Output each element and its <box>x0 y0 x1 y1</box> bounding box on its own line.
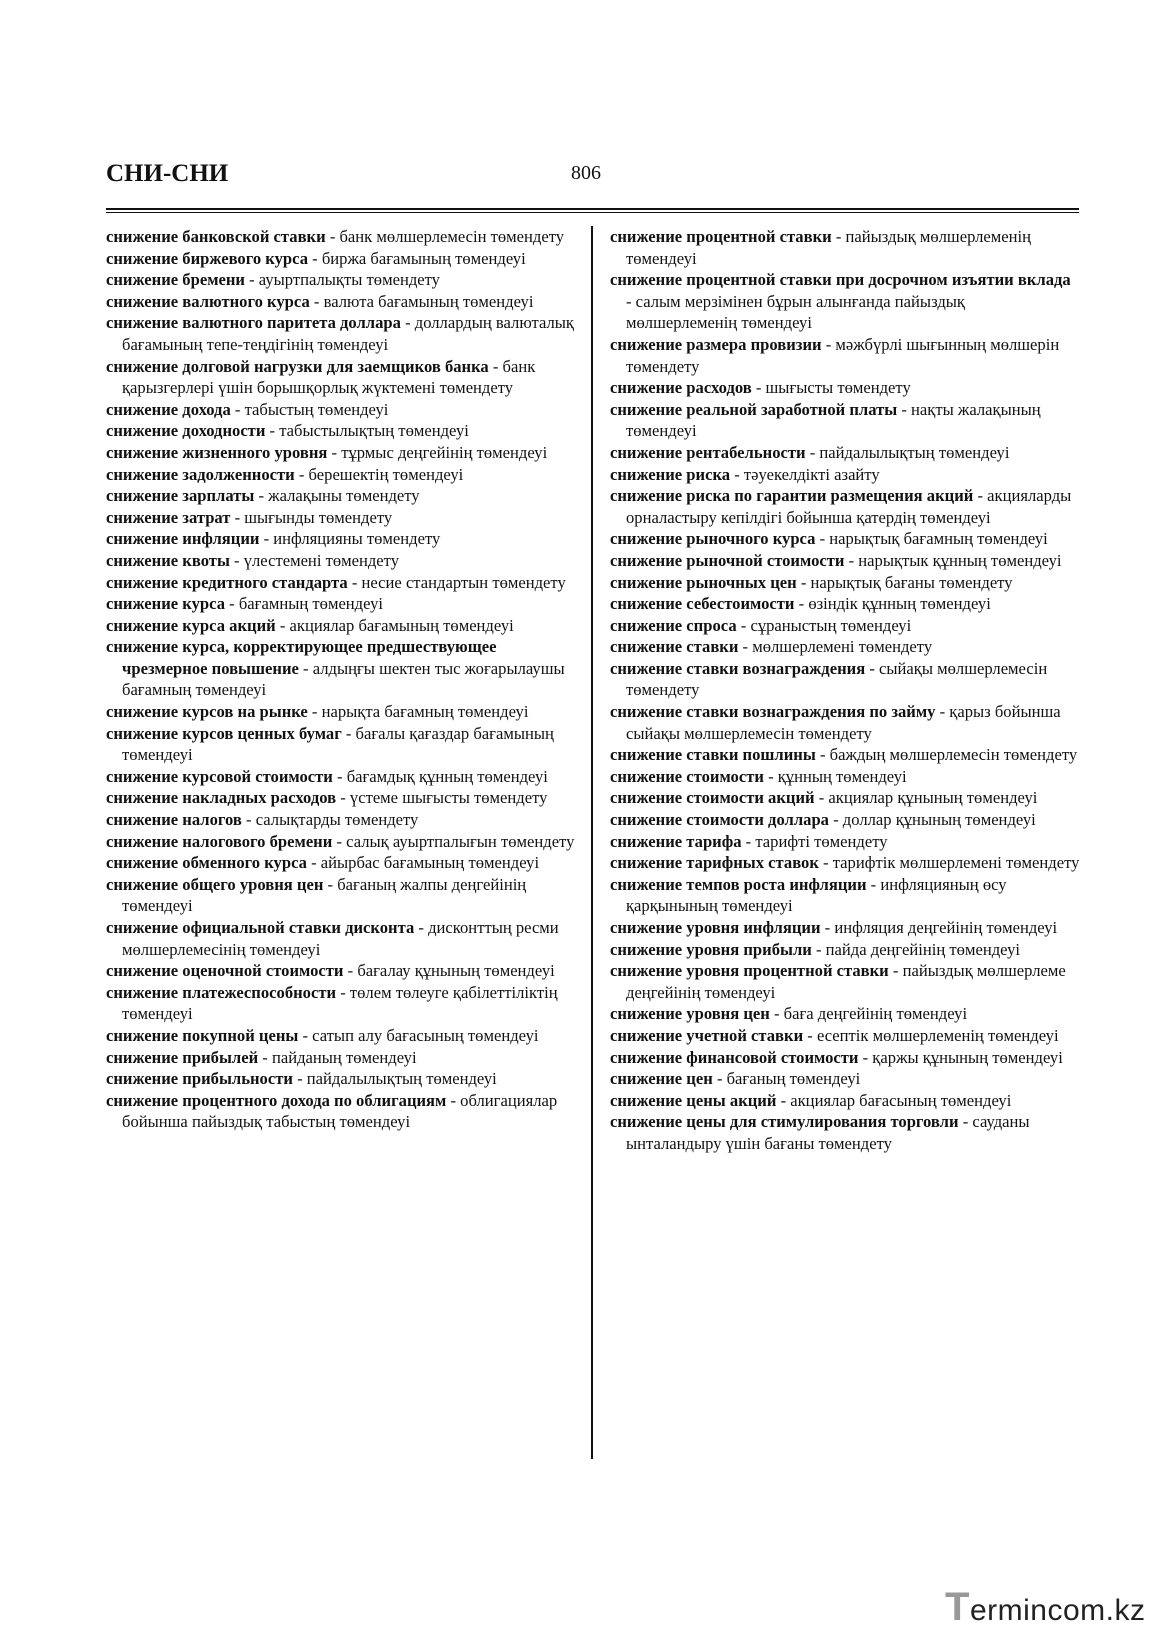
dictionary-entry <box>106 766 576 788</box>
entry-term: снижение налогов <box>106 810 242 830</box>
entry-term: снижение зарплаты <box>106 486 255 506</box>
entry-term: снижение ставки пошлины <box>610 745 816 765</box>
entry-definition: - нарықтык құнның төмендеуі <box>844 550 1062 570</box>
entry-definition: - пайдалылықтың төмендеуі <box>292 1069 497 1089</box>
dictionary-entry <box>610 1003 1080 1025</box>
entry-definition: - сұраныстың төмендеуі <box>736 615 912 635</box>
dictionary-entry <box>106 464 576 486</box>
dictionary-entry <box>106 356 576 399</box>
entry-definition: - акциялар бағасының төмендеуі <box>776 1090 1012 1110</box>
dictionary-entry <box>106 723 576 766</box>
entry-definition: - қарыз бойынша сыйақы мөлшерлемесін төмендету <box>626 702 1061 743</box>
entry-definition: - қаржы құнының төмендеуі <box>858 1047 1063 1067</box>
termincom-logo <box>945 1585 1145 1630</box>
entry-definition: - дисконттың ресми мөлшерлемесінің төмендеуі <box>122 918 559 959</box>
entry-definition: - пайдалылықтың төмендеуі <box>805 442 1010 462</box>
entry-definition: - ауыртпалықты төмендету <box>244 270 440 290</box>
entry-definition: - шығысты төмендету <box>751 378 911 398</box>
entry-term: снижение курсовой стоимости <box>106 766 333 786</box>
entry-definition: - сыйақы мөлшерлемесін төмендету <box>626 658 1048 700</box>
entry-term: снижение расходов <box>610 378 752 398</box>
entry-definition: - бағалау құнының төмендеуі <box>343 961 555 981</box>
entry-definition: - акциялар бағамының төмендеуі <box>275 615 514 635</box>
entry-definition: - айырбас бағамының төмендеуі <box>306 853 540 873</box>
entry-definition: - несие стандартын төмендету <box>347 572 566 592</box>
dictionary-entry <box>106 399 576 421</box>
entry-term: снижение обменного курса <box>106 853 307 873</box>
entry-term: снижение валютного курса <box>106 291 310 311</box>
dictionary-entry <box>106 1047 576 1069</box>
entry-term: снижение риска <box>610 464 731 484</box>
dictionary-entry <box>610 269 1080 334</box>
dictionary-entry <box>106 1090 576 1133</box>
dictionary-entry <box>610 1111 1080 1154</box>
dictionary-entry <box>106 852 576 874</box>
entry-term: снижение цен <box>610 1069 713 1089</box>
dictionary-entry <box>106 312 576 355</box>
entry-definition: - табыстылықтың төмендеуі <box>265 421 469 441</box>
entry-term: снижение тарифа <box>610 831 742 851</box>
entry-term: снижение дохода <box>106 399 231 419</box>
dictionary-entry <box>610 442 1080 464</box>
entry-definition: - пайыздық мөлшерлеменің төмендеуі <box>626 227 1032 268</box>
entry-term: снижение покупной цены <box>106 1025 299 1045</box>
dictionary-entry <box>610 917 1080 939</box>
dictionary-entry <box>610 960 1080 1003</box>
entry-definition: - баждың мөлшерлемесін төмендету <box>815 745 1078 765</box>
entry-term: снижение ставки вознаграждения <box>610 658 866 678</box>
dictionary-entry <box>106 615 576 637</box>
entry-term: снижение задолженности <box>106 464 295 484</box>
dictionary-entry <box>106 269 576 291</box>
entry-term: снижение квоты <box>106 550 230 570</box>
entry-definition: - құнның төмендеуі <box>763 766 907 786</box>
entry-term: снижение размера провизии <box>610 334 822 354</box>
dictionary-entry <box>106 572 576 594</box>
dictionary-entry <box>106 442 576 464</box>
entry-term: снижение процентной ставки <box>610 227 832 246</box>
entry-definition: - облигациялар бойынша пайыздық табыстың төмендеуі <box>122 1090 558 1132</box>
entry-term: снижение риска по гарантии размещения акций <box>610 486 974 506</box>
dictionary-entry <box>106 831 576 853</box>
entry-definition: - пайданың төмендеуі <box>258 1047 417 1067</box>
entry-term: снижение процентного дохода по облигациям <box>106 1090 447 1110</box>
dictionary-entry <box>106 226 576 248</box>
dictionary-entry <box>106 701 576 723</box>
entry-definition: - тәуекелдікті азайту <box>730 464 880 484</box>
entry-definition: - банк қарызгерлері үшін борышқорлық жүктемені төмендету <box>122 356 536 398</box>
dictionary-entry <box>610 1047 1080 1069</box>
entry-definition: - сатып алу бағасының төмендеуі <box>298 1025 539 1045</box>
entry-definition: - инфляцияны төмендету <box>259 529 441 549</box>
dictionary-entry <box>106 528 576 550</box>
entry-definition: - нарықта бағамның төмендеуі <box>307 702 529 722</box>
dictionary-entry <box>610 831 1080 853</box>
entry-term: снижение тарифных ставок <box>610 853 819 873</box>
entry-definition: - инфляция деңгейінің төмендеуі <box>820 918 1058 937</box>
entry-term: снижение кредитного стандарта <box>106 572 348 592</box>
entry-term: снижение оценочной стоимости <box>106 961 344 981</box>
entry-term: снижение затрат <box>106 507 231 527</box>
dictionary-entry <box>610 485 1080 528</box>
entry-definition: - бағамдық құнның төмендеуі <box>332 766 548 786</box>
entry-term: снижение рыночной стоимости <box>610 550 845 570</box>
entry-definition: - сауданы ынталандыру үшін бағаны төмендету <box>626 1112 1030 1153</box>
entry-term: снижение накладных расходов <box>106 788 337 808</box>
dictionary-entry <box>610 636 1080 658</box>
dictionary-entry <box>106 507 576 529</box>
entry-term: снижение доходности <box>106 421 266 441</box>
header-rule-thin <box>106 212 1079 213</box>
dictionary-entry <box>610 615 1080 637</box>
entry-definition: - тарифті төмендету <box>741 831 888 851</box>
entry-term: снижение стоимости доллара <box>610 810 829 830</box>
entry-term: снижение общего уровня цен <box>106 874 324 894</box>
dictionary-entry <box>106 1025 576 1047</box>
entry-term: снижение прибылей <box>106 1047 259 1067</box>
entry-definition: - пайыздық мөлшерлеме деңгейінің төмендеуі <box>626 961 1066 1002</box>
page-header-title: СНИ-СНИ <box>106 160 229 187</box>
entry-term: снижение рыночных цен <box>610 572 797 592</box>
header-rule <box>106 208 1079 210</box>
entry-definition: - мәжбүрлі шығынның мөлшерін төмендету <box>626 334 1060 376</box>
dictionary-entry <box>610 334 1080 377</box>
entry-definition: - акциялар құнының төмендеуі <box>814 788 1038 808</box>
entry-definition: - үлестемені төмендету <box>229 550 400 570</box>
dictionary-entry <box>610 1090 1080 1112</box>
dictionary-entry <box>610 1068 1080 1090</box>
entry-term: снижение реальной заработной платы <box>610 399 898 419</box>
entry-definition: - доллардың валюталық бағамының тепе-теңдігінің төмендеуі <box>122 313 574 354</box>
left-column <box>106 226 576 1133</box>
dictionary-entry <box>106 874 576 917</box>
entry-term: снижение бремени <box>106 270 245 290</box>
entry-definition: - бағалы қағаздар бағамының төмендеуі <box>122 723 554 765</box>
entry-definition: - нақты жалақының төмендеуі <box>626 399 1041 441</box>
entry-definition: - табыстың төмендеуі <box>230 399 389 419</box>
entry-definition: - баға деңгейінің төмендеуі <box>769 1004 968 1024</box>
dictionary-entry <box>106 787 576 809</box>
entry-definition: - инфляцияның өсу қарқынының төмендеуі <box>626 874 1007 916</box>
entry-term: снижение курса, корректирующее предшествующее чрезмерное повышение <box>106 637 497 678</box>
entry-term: снижение курсов ценных бумаг <box>106 723 342 743</box>
entry-term: снижение рентабельности <box>610 442 806 462</box>
entry-term: снижение долговой нагрузки для заемщиков банка <box>106 356 489 376</box>
entry-term: снижение курсов на рынке <box>106 702 308 722</box>
entry-term: снижение уровня прибыли <box>610 939 812 959</box>
entry-term: снижение уровня цен <box>610 1004 770 1024</box>
dictionary-entry <box>106 291 576 313</box>
entry-definition: - бағамның төмендеуі <box>225 594 383 614</box>
entry-term: снижение курса акций <box>106 615 276 635</box>
dictionary-entry <box>610 701 1080 744</box>
entry-term: снижение ставки <box>610 637 739 657</box>
dictionary-entry <box>106 1068 576 1090</box>
entry-definition: - бағаның төмендеуі <box>712 1069 861 1089</box>
entry-term: снижение процентной ставки при досрочном изъятии вклада <box>610 270 1071 290</box>
entry-definition: - төлем төлеуге қабілеттіліктің төмендеуі <box>122 982 558 1024</box>
entry-term: снижение уровня процентной ставки <box>610 961 889 981</box>
entry-definition: - өзіндік құнның төмендеуі <box>794 594 991 614</box>
dictionary-entry <box>610 874 1080 917</box>
entry-term: снижение платежеспособности <box>106 982 337 1002</box>
entry-definition: - банк мөлшерлемесін төмендету <box>325 227 565 246</box>
dictionary-entry <box>610 658 1080 701</box>
dictionary-entry <box>106 593 576 615</box>
entry-term: снижение цены для стимулирования торговли <box>610 1112 959 1132</box>
entry-definition: - нарықтық бағаны төмендету <box>796 572 1013 592</box>
dictionary-entry <box>610 572 1080 594</box>
entry-term: снижение биржевого курса <box>106 248 308 268</box>
entry-term: снижение стоимости <box>610 766 764 786</box>
entry-term: снижение темпов роста инфляции <box>610 874 867 894</box>
dictionary-entry <box>610 744 1080 766</box>
dictionary-entry <box>610 809 1080 831</box>
entry-term: снижение спроса <box>610 615 737 635</box>
logo-text: ermincom.kz <box>969 1594 1146 1627</box>
dictionary-entry <box>106 636 576 701</box>
column-divider <box>591 226 593 1459</box>
entry-term: снижение курса <box>106 594 226 614</box>
entry-definition: - валюта бағамының төмендеуі <box>309 291 534 311</box>
entry-term: снижение стоимости акций <box>610 788 815 808</box>
entry-definition: - мөлшерлемені төмендету <box>738 637 933 657</box>
entry-definition: - бағаның жалпы деңгейінің төмендеуі <box>122 874 527 916</box>
entry-term: снижение прибыльности <box>106 1069 293 1089</box>
right-column <box>610 226 1080 1155</box>
dictionary-entry <box>610 226 1080 269</box>
entry-term: снижение рыночного курса <box>610 529 816 549</box>
dictionary-entry <box>610 550 1080 572</box>
dictionary-entry <box>610 766 1080 788</box>
entry-term: снижение себестоимости <box>610 594 795 614</box>
page-number: 806 <box>571 162 601 184</box>
entry-term: снижение цены акций <box>610 1090 777 1110</box>
entry-definition: - акцияларды орналастыру кепілдігі бойынша қатердің төмендеуі <box>626 486 1072 527</box>
dictionary-entry <box>610 593 1080 615</box>
entry-definition: - алдыңғы шектен тыс жоғарылаушы бағамның төмендеуі <box>122 658 565 700</box>
entry-term: снижение банковской ставки <box>106 227 326 246</box>
entry-definition: - нарықтық бағамның төмендеуі <box>815 529 1048 549</box>
entry-definition: - пайда деңгейінің төмендеуі <box>811 939 1020 959</box>
dictionary-entry <box>610 528 1080 550</box>
entry-term: снижение ставки вознаграждения по займу <box>610 702 936 722</box>
dictionary-entry <box>106 420 576 442</box>
entry-definition: - салықтарды төмендету <box>241 810 419 830</box>
entry-definition: - жалақыны төмендету <box>254 486 420 506</box>
entry-term: снижение валютного паритета доллара <box>106 313 401 333</box>
dictionary-entry <box>106 485 576 507</box>
entry-definition: - берешектің төмендеуі <box>294 464 464 484</box>
dictionary-entry <box>106 960 576 982</box>
dictionary-entry <box>610 939 1080 961</box>
dictionary-entry <box>610 464 1080 486</box>
entry-definition: - доллар құнының төмендеуі <box>828 810 1036 830</box>
dictionary-entry <box>610 399 1080 442</box>
dictionary-entry <box>610 1025 1080 1047</box>
dictionary-entry <box>106 809 576 831</box>
dictionary-entry <box>610 787 1080 809</box>
entry-term: снижение официальной ставки дисконта <box>106 918 415 937</box>
dictionary-entry <box>106 917 576 960</box>
entry-definition: - салым мерзімінен бұрын алынғанда пайыздық мөлшерлеменің төмендеуі <box>626 291 965 333</box>
dictionary-entry <box>106 550 576 572</box>
entry-term: снижение жизненного уровня <box>106 442 328 462</box>
entry-term: снижение инфляции <box>106 529 260 549</box>
dictionary-entry <box>106 248 576 270</box>
entry-definition: - есептік мөлшерлеменің төмендеуі <box>803 1025 1059 1045</box>
entry-definition: - биржа бағамының төмендеуі <box>308 248 526 268</box>
dictionary-entry <box>106 982 576 1025</box>
entry-term: снижение уровня инфляции <box>610 918 821 937</box>
entry-definition: - тұрмыс деңгейінің төмендеуі <box>327 442 548 462</box>
dictionary-entry <box>610 377 1080 399</box>
dictionary-entry <box>610 852 1080 874</box>
entry-term: снижение учетной ставки <box>610 1025 804 1045</box>
entry-term: снижение налогового бремени <box>106 831 333 851</box>
entry-definition: - шығынды төмендету <box>230 507 393 527</box>
logo-initial: T <box>945 1585 970 1629</box>
entry-definition: - салық ауыртпалығын төмендету <box>332 831 575 851</box>
entry-definition: - үстеме шығысты төмендету <box>336 788 548 808</box>
entry-definition: - тарифтік мөлшерлемені төмендету <box>818 853 1080 873</box>
entry-term: снижение финансовой стоимости <box>610 1047 859 1067</box>
